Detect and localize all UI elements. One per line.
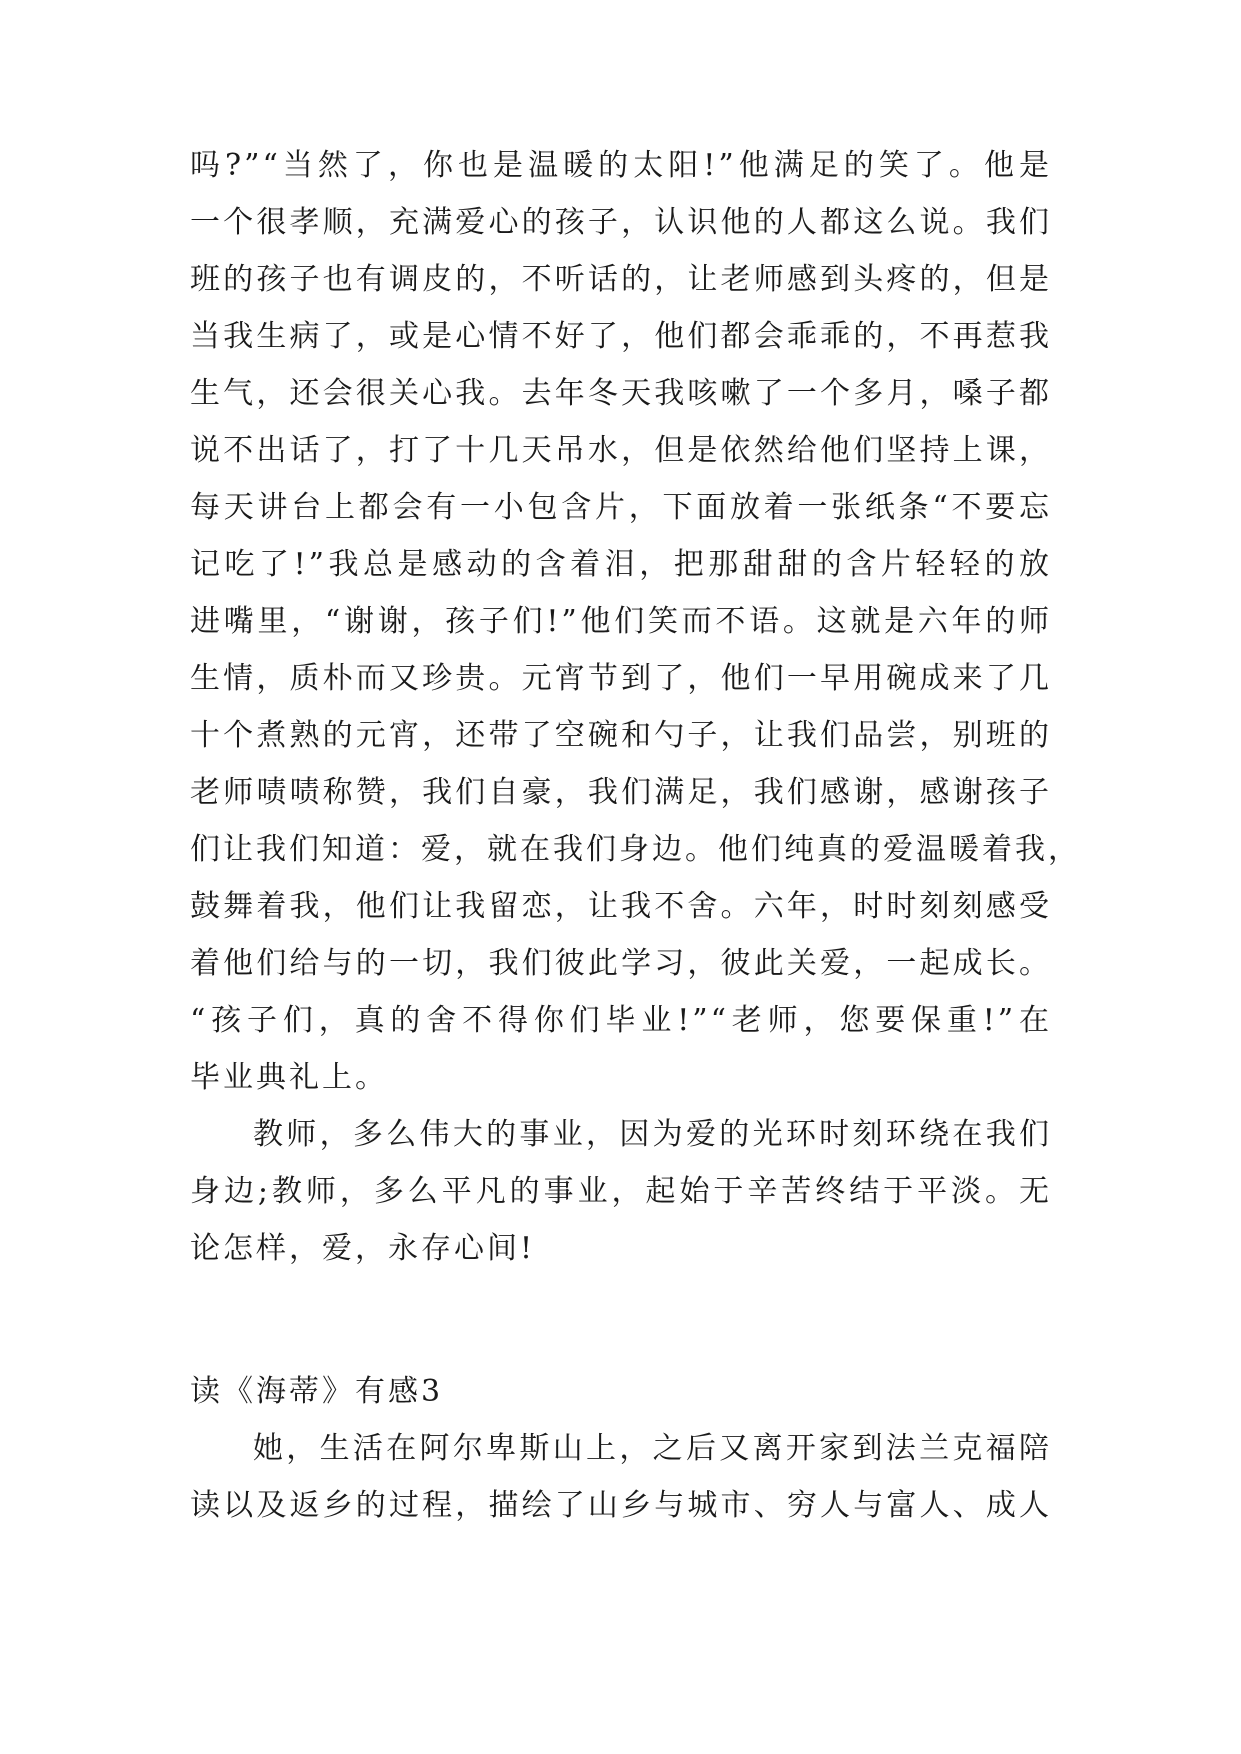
paragraph-line: 记吃了!”我总是感动的含着泪，把那甜甜的含片轻轻的放: [190, 547, 1052, 582]
paragraph-line: 十个煮熟的元宵，还带了空碗和勺子，让我们品尝，别班的: [190, 718, 1052, 753]
paragraph-line: 说不出话了，打了十几天吊水，但是依然给他们坚持上课，: [190, 433, 1052, 468]
paragraph-line: 身边;教师，多么平凡的事业，起始于辛苦终结于平淡。无: [190, 1174, 1052, 1209]
paragraph-line: 鼓舞着我，他们让我留恋，让我不舍。六年，时时刻刻感受: [190, 889, 1052, 924]
paragraph-line: 着他们给与的一切，我们彼此学习，彼此关爱，一起成长。: [190, 946, 1052, 981]
paragraph-line: 毕业典礼上。: [190, 1060, 388, 1095]
paragraph-line: 进嘴里，“谢谢，孩子们!”他们笑而不语。这就是六年的师: [190, 604, 1052, 639]
paragraph-line: 班的孩子也有调皮的，不听话的，让老师感到头疼的，但是: [190, 262, 1052, 297]
paragraph-line: 吗?”“当然了，你也是温暖的太阳!”他满足的笑了。他是: [190, 148, 1052, 183]
paragraph-line: 老师啧啧称赞，我们自豪，我们满足，我们感谢，感谢孩子: [190, 775, 1052, 810]
paragraph-line: 们让我们知道：爱，就在我们身边。他们纯真的爱温暖着我，: [190, 832, 1081, 867]
paragraph-line: 论怎样，爱，永存心间!: [190, 1231, 536, 1266]
section-heading: 读《海蒂》有感3: [190, 1374, 444, 1409]
paragraph-line: 一个很孝顺，充满爱心的孩子，认识他的人都这么说。我们: [190, 205, 1052, 240]
paragraph-line: 每天讲台上都会有一小包含片，下面放着一张纸条“不要忘: [190, 490, 1052, 525]
paragraph-line: 她，生活在阿尔卑斯山上，之后又离开家到法兰克福陪: [253, 1431, 1052, 1466]
paragraph-line: 读以及返乡的过程，描绘了山乡与城市、穷人与富人、成人: [190, 1488, 1052, 1523]
paragraph-line: 生气，还会很关心我。去年冬天我咳嗽了一个多月，嗓子都: [190, 376, 1052, 411]
paragraph-line: “孩子们，真的舍不得你们毕业!”“老师，您要保重!”在: [190, 1003, 1052, 1038]
paragraph-line: 生情，质朴而又珍贵。元宵节到了，他们一早用碗成来了几: [190, 661, 1052, 696]
paragraph-line: 当我生病了，或是心情不好了，他们都会乖乖的，不再惹我: [190, 319, 1052, 354]
paragraph-line: 教师，多么伟大的事业，因为爱的光环时刻环绕在我们: [253, 1117, 1052, 1152]
